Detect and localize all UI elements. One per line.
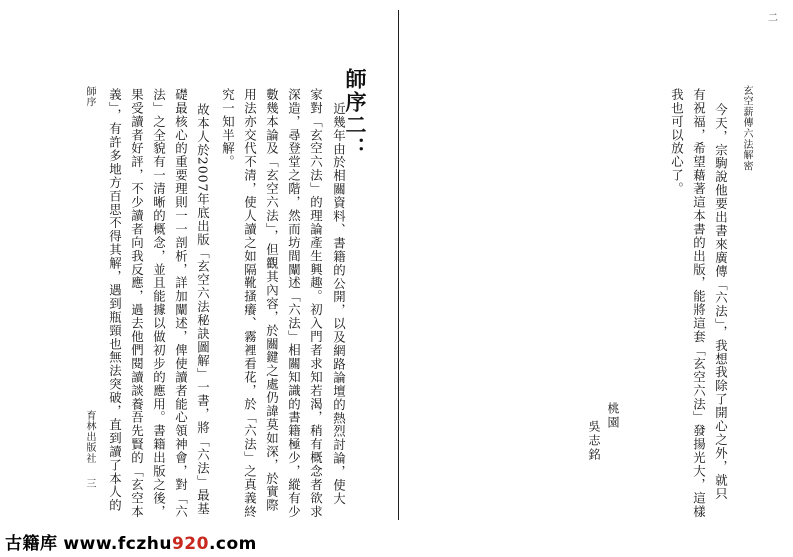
running-header: 師序 <box>84 86 95 108</box>
right-page <box>404 0 793 520</box>
signature-place: 桃園 <box>606 402 620 430</box>
text-column: 今天，宗駒說他要出書來廣傳「六法」，我想我除了開心之外，就只 <box>713 103 729 501</box>
page-number: 三 <box>84 478 95 489</box>
text-column: 故本人於2007年底出版「玄空六法秘訣圖解」一書，將「六法」最基 <box>195 103 211 516</box>
text-column: 義」，有許多地方百思不得其解，遇到瓶頸也無法突破，直到讀了本人的 <box>107 88 123 513</box>
text-column: 深造，尋登堂之階，然而坊間闡述「六法」相關知識的書籍極少，縱有少 <box>286 88 302 519</box>
text-column: 有祝福，希望藉著這本書的出版，能將這套「玄空六法」發揚光大，這樣 <box>691 88 707 519</box>
running-header: 玄空薪傳六法解密 <box>741 85 752 172</box>
watermark-brand: 古籍库 <box>5 534 58 554</box>
text-column: 近幾年由於相關資料、書籍的公開，以及網路論壇的熱烈討論，使大 <box>331 102 347 506</box>
watermark-url[interactable] <box>63 534 257 554</box>
watermark-text <box>5 529 257 554</box>
url-suffix: .com <box>208 534 257 554</box>
text-column: 數幾本論及「玄空六法」，但觀其內容，於關鍵之處仍諱莫如深，於實際 <box>264 88 280 513</box>
signature-name: 吳志銘 <box>587 420 601 462</box>
page-number: 二 <box>768 13 778 24</box>
text-column: 用法亦交代不清，使人讀之如隔靴搔癢、霧裡看花，於「六法」之真義終 <box>242 88 258 519</box>
text-column: 果受讀者好評，不少讀者向我反應，過去他們閱讀談養吾先賢的「玄空本 <box>129 88 145 519</box>
url-prefix: www.fczhu <box>63 534 172 554</box>
text-column: 我也可以放心了。 <box>669 88 685 196</box>
watermark-bar <box>0 520 793 557</box>
left-page <box>0 0 398 520</box>
text-column: 礎最核心的重要理則一一剖析，詳加闡述，俾使讀者能心領神會，對「六 <box>173 88 189 519</box>
url-number: 920 <box>171 534 209 554</box>
text-column: 法」之全貌有一清晰的概念，並且能據以做初步的應用。書籍出版之後， <box>151 88 167 519</box>
text-column: 究一知半解。 <box>220 88 236 169</box>
text-column: 家對「玄空六法」的理論產生興趣。初入門者求知若渴，稍有概念者欲求 <box>308 88 324 519</box>
preface-title: 師序二： <box>343 68 368 160</box>
publisher-name: 育林出版社 <box>84 410 95 464</box>
